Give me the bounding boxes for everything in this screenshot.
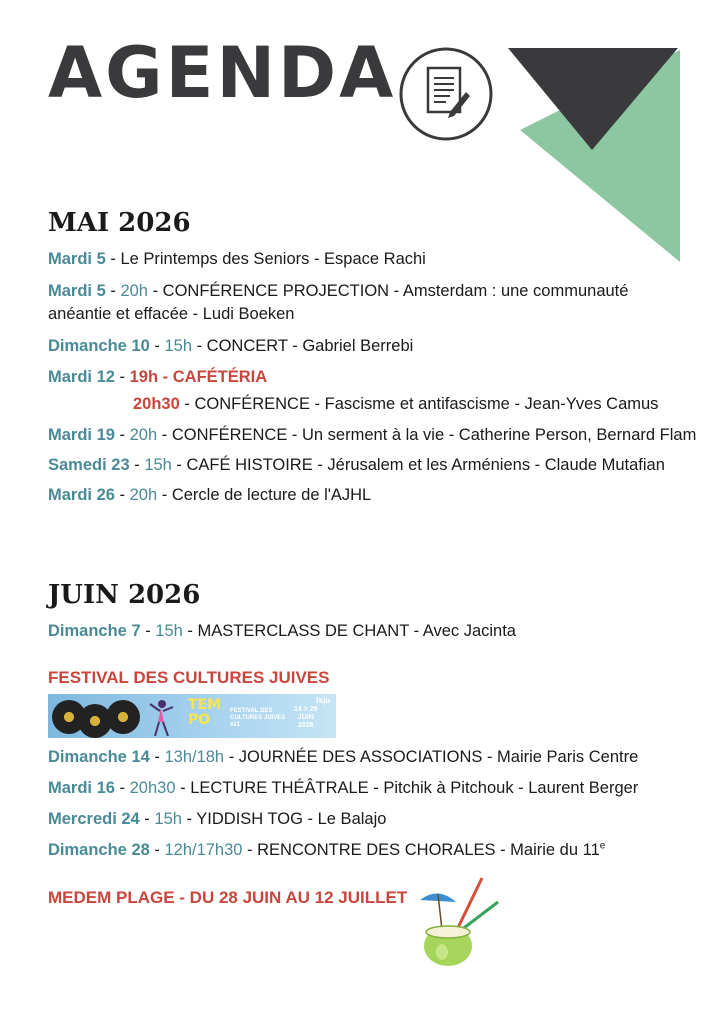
event-text: CONFÉRENCE PROJECTION - Amsterdam : une communauté anéantie et effacée - Ludi Boeken (48, 282, 629, 323)
event-text: Le Printemps des Seniors - Espace Rachi (120, 250, 426, 268)
event-day: Mardi 5 (48, 282, 106, 300)
event-row: Mardi 26 - 20h - Cercle de lecture de l'AJHL (48, 486, 372, 504)
event-time: 15h (155, 622, 183, 640)
event-text: CONFÉRENCE - Un serment à la vie - Catherine Person, Bernard Flam (171, 426, 697, 444)
event-time: 19h (129, 368, 159, 386)
event-row: Dimanche 14 - 13h/18h - JOURNÉE DES ASSOCIATIONS - Mairie Paris Centre (48, 748, 639, 766)
event-row: Mardi 16 - 20h30 - LECTURE THÉÂTRALE - Pitchik à Pitchouk - Laurent Berger (48, 779, 639, 797)
event-text: RENCONTRE DES CHORALES - Mairie du 11 (257, 841, 600, 859)
event-row: Dimanche 28 - 12h/17h30 - RENCONTRE DES CHORALES - Mairie du 11e (48, 840, 606, 859)
event-day: Dimanche 14 (48, 748, 150, 766)
event-time: 15h (144, 456, 172, 474)
festival-title: FESTIVAL DES CULTURES JUIVES (48, 668, 330, 687)
event-row: Mercredi 24 - 15h - YIDDISH TOG - Le Balajo (48, 810, 387, 828)
event-time: 12h/17h30 (164, 841, 243, 859)
month-heading-may: MAI 2026 (48, 208, 191, 238)
page-title: AGENDA (48, 32, 397, 114)
event-time: 20h (120, 282, 148, 300)
event-row: Dimanche 10 - 15h - CONCERT - Gabriel Berrebi (48, 337, 414, 355)
superscript: e (599, 840, 606, 852)
event-day: Mardi 26 (48, 486, 115, 504)
event-row: Samedi 23 - 15h - CAFÉ HISTOIRE - Jérusalem et les Arméniens - Claude Mutafian (48, 456, 665, 474)
event-time: 15h (154, 810, 182, 828)
event-time: 20h (129, 426, 158, 444)
event-time: 20h (129, 486, 158, 504)
banner-logo: fsju (316, 696, 331, 705)
month-heading-june: JUIN 2026 (48, 580, 201, 610)
medem-plage-title: MEDEM PLAGE - DU 28 JUIN AU 12 JUILLET (48, 888, 408, 907)
event-day: Mardi 16 (48, 779, 115, 797)
event-day: Mardi 12 (48, 368, 115, 386)
event-row: Mardi 5 - 20h - CONFÉRENCE PROJECTION - Amsterdam : une communauté anéantie et effacée - Ludi Boeken (48, 282, 629, 323)
event-text: YIDDISH TOG - Le Balajo (196, 810, 387, 828)
event-text: JOURNÉE DES ASSOCIATIONS - Mairie Paris Centre (238, 748, 639, 766)
event-day: Dimanche 10 (48, 337, 150, 355)
corner-decoration (500, 40, 680, 262)
event-time: 20h30 (129, 779, 176, 797)
event-time: 13h/18h (164, 748, 225, 766)
banner-tempo: TEM PO (188, 697, 222, 728)
event-day: Mardi 5 (48, 250, 106, 268)
banner-label: FESTIVAL DES CULTURES JUIVES #21 (230, 708, 286, 728)
event-row: 20h30 - CONFÉRENCE - Fascisme et antifascisme - Jean-Yves Camus (133, 395, 659, 413)
event-row: Mardi 12 - 19h - CAFÉTÉRIA (48, 368, 268, 386)
dancer-icon (146, 698, 176, 738)
event-row: Mardi 19 - 20h - CONFÉRENCE - Un serment à la vie - Catherine Person, Bernard Flam (48, 426, 697, 444)
event-text: MASTERCLASS DE CHANT - Avec Jacinta (197, 622, 516, 640)
banner-dates: 14 > 29 JUIN 2026 (294, 706, 318, 729)
event-text: CAFÉTÉRIA (172, 368, 268, 386)
event-text: CAFÉ HISTOIRE - Jérusalem et les Arméniens - Claude Mutafian (186, 456, 665, 474)
document-edit-icon (398, 46, 494, 142)
event-day: Samedi 23 (48, 456, 130, 474)
event-row: Dimanche 7 - 15h - MASTERCLASS DE CHANT - Avec Jacinta (48, 622, 516, 640)
event-row: Mardi 5 - Le Printemps des Seniors - Espace Rachi (48, 250, 426, 268)
event-text: CONFÉRENCE - Fascisme et antifascisme - Jean-Yves Camus (194, 395, 659, 413)
event-time: 15h (164, 337, 192, 355)
event-day: Mardi 19 (48, 426, 115, 444)
event-text: LECTURE THÉÂTRALE - Pitchik à Pitchouk - Laurent Berger (190, 779, 639, 797)
event-text: Cercle de lecture de l'AJHL (171, 486, 372, 504)
coconut-drink-icon (418, 872, 502, 968)
event-time: 20h30 (133, 395, 180, 413)
event-day: Dimanche 28 (48, 841, 150, 859)
event-day: Mercredi 24 (48, 810, 140, 828)
event-day: Dimanche 7 (48, 622, 141, 640)
festival-banner (48, 694, 336, 738)
event-text: CONCERT - Gabriel Berrebi (206, 337, 414, 355)
vinyl-record-icon (106, 700, 140, 734)
